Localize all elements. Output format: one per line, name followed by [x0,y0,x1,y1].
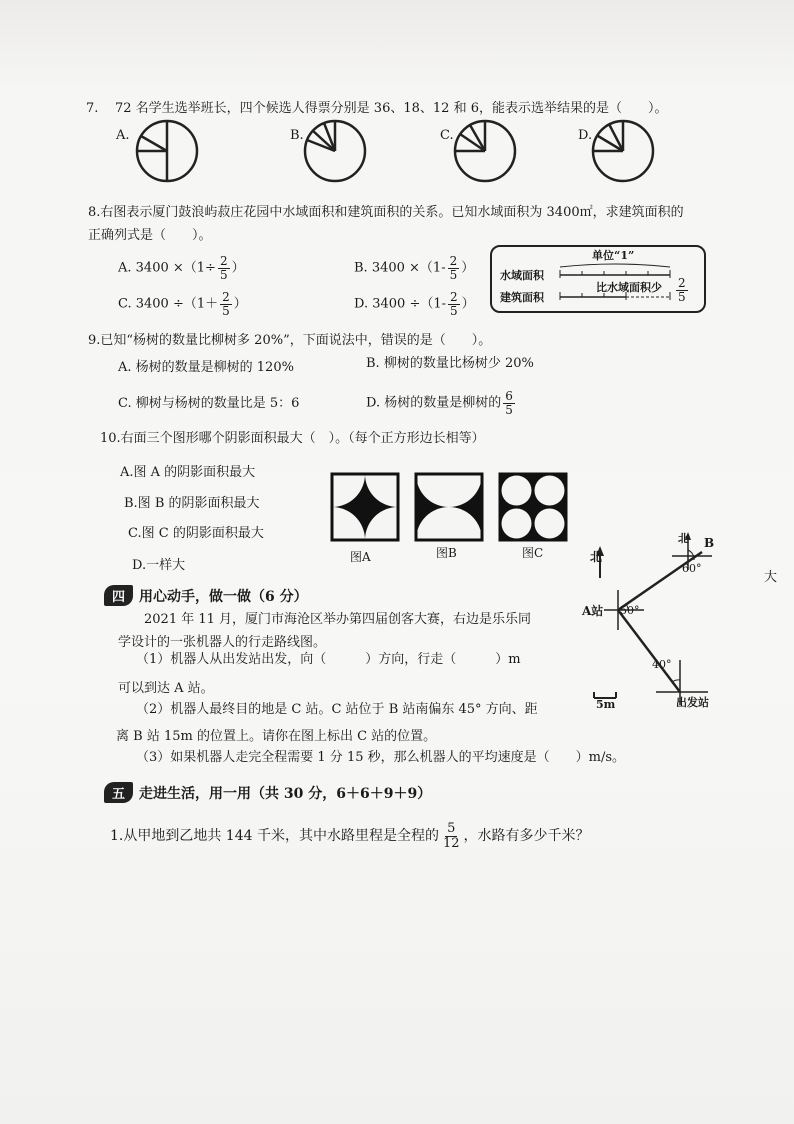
north-label-left: 北 [590,550,603,564]
q10-option-d: D.一样大 [132,558,186,573]
q8-option-a: A. 3400 ×（1÷ $\frac{2}{5}$ ） [118,254,245,282]
angle-60-label: 60° [682,562,702,575]
q8-option-b: B. 3400 ×（1- $\frac{2}{5}$ ） [354,254,475,282]
q10-option-c: C.图 C 的阴影面积最大 [128,526,264,541]
figure-a [330,472,400,542]
pie-chart-a [134,118,204,184]
section-5-title: 走进生活，用一用（共 30 分，6＋6＋9＋9） [139,785,432,802]
north-label-right: 北 [678,532,689,545]
q10-option-b: B.图 B 的阴影面积最大 [124,496,260,511]
start-station-label: 出发站 [676,696,709,709]
angle-50-label: 50° [620,604,640,617]
sec4-part3: （3）如果机器人走完全程需要 1 分 15 秒，那么机器人的平均速度是（ ）m/s。 [136,750,625,765]
figure-a-label: 图A [350,550,371,564]
q9-text: 9.已知“杨树的数量比柳树多 20%”，下面说法中，错误的是（ ）。 [88,333,492,348]
q10-text: 10.右面三个图形哪个阴影面积最大（ ）。（每个正方形边长相等） [100,431,485,446]
station-a-label: A站 [582,604,604,618]
q9-option-a: A. 杨树的数量是柳树的 120% [118,360,294,375]
q8-text-line2: 正确列式是（ ）。 [88,228,212,243]
figure-b [414,472,484,542]
unit-label: 单位“1” [592,249,635,262]
q7-option-a-label: A. [116,128,130,143]
angle-40-label: 40° [652,658,672,671]
less-label: 比水域面积少 [596,281,662,294]
q8-option-c: C. 3400 ÷（1＋ $\frac{2}{5}$ ） [118,290,247,318]
pie-chart-c [452,118,522,184]
robot-route-map [580,530,720,720]
sec4-part2-line1: （2）机器人最终目的地是 C 站。C 站位于 B 站南偏东 45° 方向、距 [136,702,538,717]
bar-segments [558,259,674,305]
figure-c [498,472,568,542]
water-label: 水域面积 [500,269,544,282]
section-4-title: 用心动手，做一做（6 分） [139,588,308,605]
q9-option-b: B. 柳树的数量比杨树少 20% [366,356,534,371]
q9-option-c: C. 柳树与杨树的数量比是 5：6 [118,396,300,411]
station-b-label: B [704,536,715,550]
section-4-header [104,585,308,606]
sec4-part1-line2: 可以到达 A 站。 [118,681,214,696]
section-5-header [104,782,431,803]
q8-option-d: D. 3400 ÷（1- $\frac{2}{5}$ ） [354,290,475,318]
side-cropped-text: 大 [764,570,778,585]
figure-c-label: 图C [522,546,544,560]
figure-b-label: 图B [436,546,457,560]
section-5-badge: 五 [104,782,133,803]
sec4-part2-line2: 离 B 站 15m 的位置上。请你在图上标出 C 站的位置。 [116,729,437,744]
sec4-part1-line1: （1）机器人从出发站出发，向（ ）方向，行走（ ）m [136,652,521,667]
building-label: 建筑面积 [500,291,544,304]
q7-number: 7. [86,101,99,116]
q7-text: 72 名学生选举班长，四个候选人得票分别是 36、18、12 和 6，能表示选举结果的是（ ）。 [115,101,668,116]
pie-chart-b [302,118,372,184]
sec4-intro-line1: 2021 年 11 月，厦门市海沧区举办第四届创客大赛，右边是乐乐同 [144,612,532,627]
q8-line-diagram [490,245,706,313]
section-4-badge: 四 [104,585,133,606]
q9-option-d: D. 杨树的数量是柳树的 $\frac{6}{5}$ [366,389,513,417]
less-fraction: $\frac{2}{5}$ [678,276,686,304]
q7-option-c-label: C. [440,128,454,143]
q7-option-d-label: D. [578,128,593,143]
sec5-question-1: 1.从甲地到乙地共 144 千米，其中水路里程是全程的 $\frac{5}{12}$ ，水路有多少千米？ [110,821,590,851]
pie-chart-d [590,118,660,184]
q10-option-a: A.图 A 的阴影面积最大 [120,465,256,480]
sec4-intro-line2: 学设计的一张机器人的行走路线图。 [118,635,327,650]
q8-text: 8.右图表示厦门鼓浪屿菽庄花园中水域面积和建筑面积的关系。已知水域面积为 3400㎡，求建筑面积的 [88,205,684,220]
scale-label: 5m [596,698,616,711]
q7-option-b-label: B. [290,128,304,143]
